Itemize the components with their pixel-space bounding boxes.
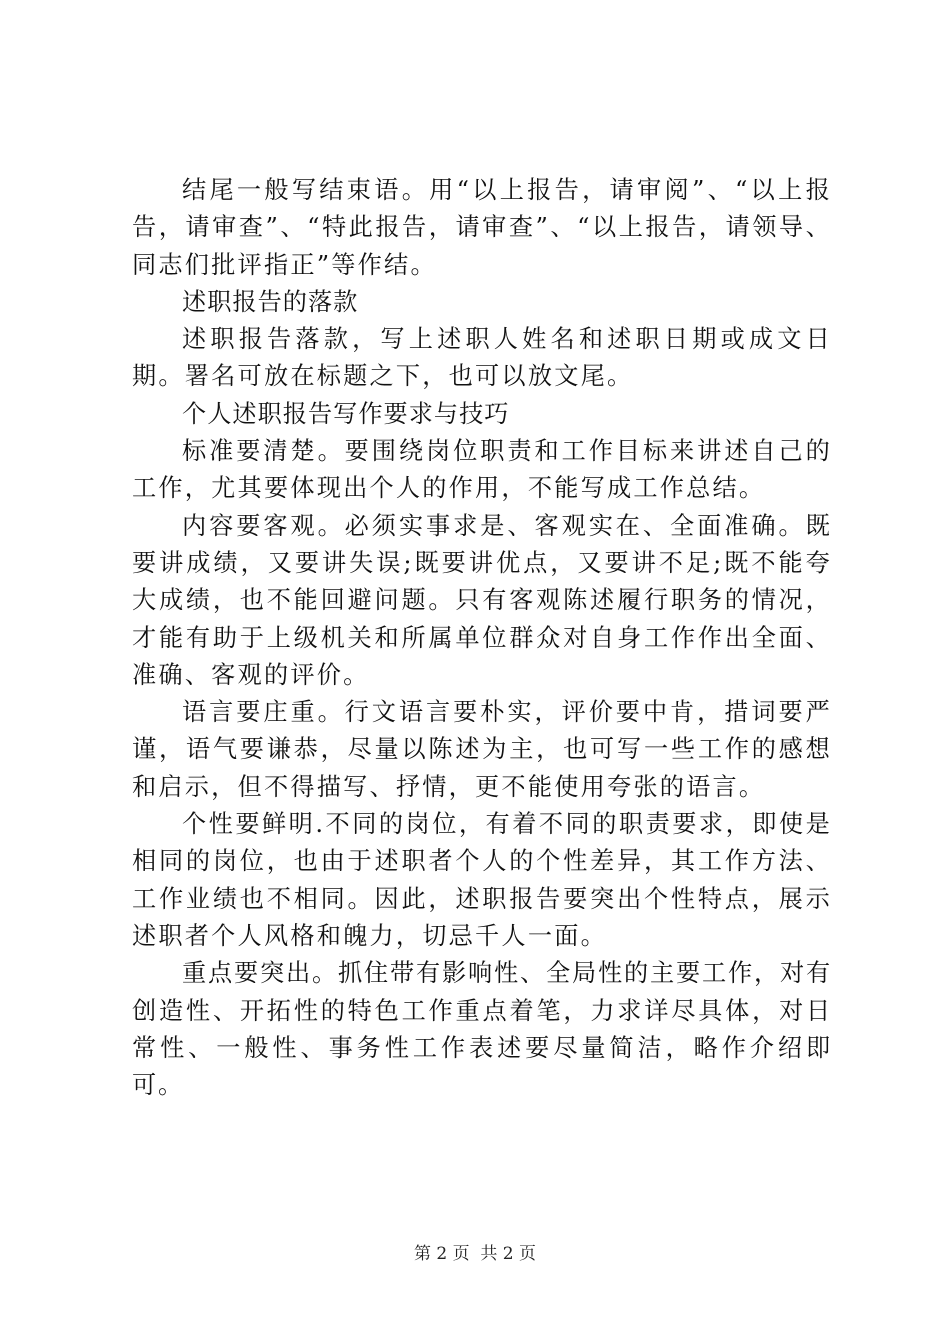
document-body	[132, 172, 832, 1104]
paragraph-solemn-language: 语言要庄重。行文语言要朴实，评价要中肯，措词要严谨，语气要谦恭，尽量以陈述为主，也可写一些工作的感想和启示，但不得描写、抒情，更不能使用夸张的语言。	[132, 698, 832, 801]
page-total: 共 2 页	[480, 1244, 537, 1264]
paragraph-signature: 述职报告落款，写上述职人姓名和述职日期或成文日期。署名可放在标题之下，也可以放文尾。	[132, 325, 832, 391]
paragraph-closing-remarks: 结尾一般写结束语。用“以上报告，请审阅”、“以上报告，请审查”、“特此报告，请审查”、“以上报告，请领导、同志们批评指正”等作结。	[132, 176, 832, 279]
heading-writing-tips: 个人述职报告写作要求与技巧	[182, 399, 510, 428]
page-number: 第 2 页	[413, 1244, 470, 1264]
heading-signature-section: 述职报告的落款	[182, 287, 359, 316]
paragraph-key-points: 重点要突出。抓住带有影响性、全局性的主要工作，对有创造性、开拓性的特色工作重点着笔，力求详尽具体，对日常性、一般性、事务性工作表述要尽量简洁，略作介绍即可。	[132, 959, 832, 1100]
page-footer	[0, 1243, 950, 1265]
paragraph-objective-content: 内容要客观。必须实事求是、客观实在、全面准确。既要讲成绩，又要讲失误;既要讲优点，又要讲不足;既不能夸大成绩，也不能回避问题。只有客观陈述履行职务的情况，才能有助于上级机关和所属单位群众对自身工作作出全面、准确、客观的评价。	[132, 511, 832, 689]
paragraph-distinct-personality: 个性要鲜明.不同的岗位，有着不同的职责要求，即使是相同的岗位，也由于述职者个人的个性差异，其工作方法、工作业绩也不相同。因此，述职报告要突出个性特点，展示述职者个人风格和魄力，切忌千人一面。	[132, 810, 832, 950]
paragraph-clear-standard: 标准要清楚。要围绕岗位职责和工作目标来讲述自己的工作，尤其要体现出个人的作用，不能写成工作总结。	[132, 437, 832, 503]
